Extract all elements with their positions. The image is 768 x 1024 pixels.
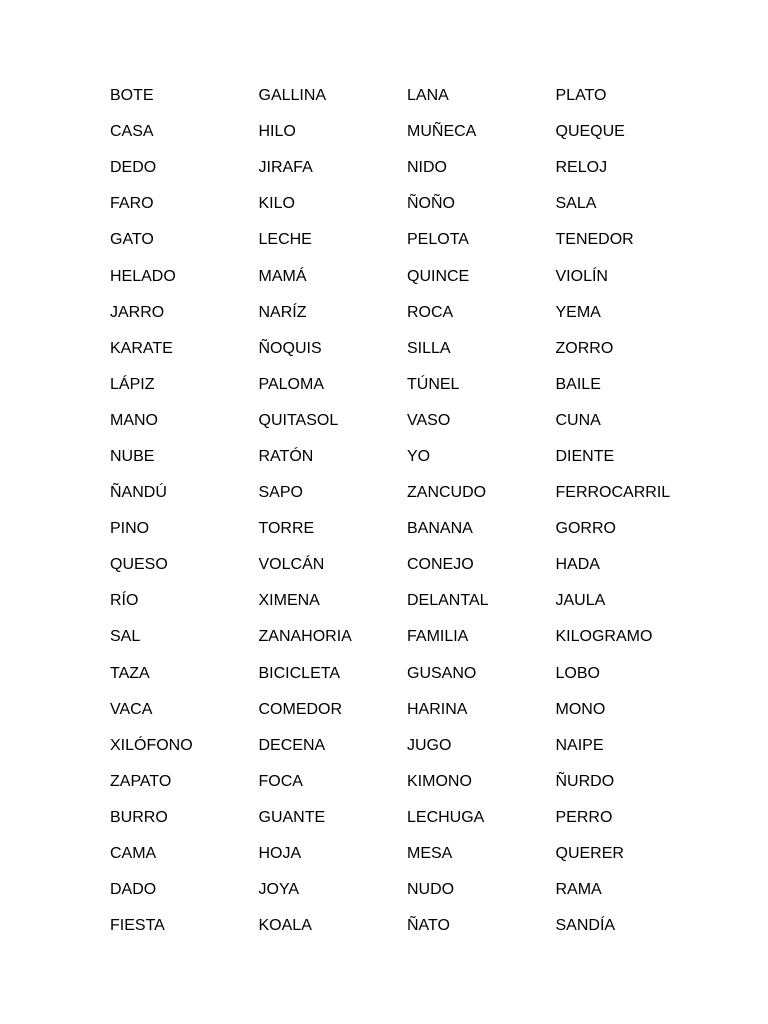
word-row	[110, 186, 704, 222]
word-cell: MESA	[407, 845, 453, 863]
word-row	[110, 150, 704, 186]
word-cell: HARINA	[407, 700, 468, 718]
word-cell: LANA	[407, 87, 449, 105]
word-cell: LECHUGA	[407, 808, 485, 826]
word-row	[110, 764, 704, 800]
word-cell: TORRE	[258, 520, 315, 538]
word-cell: SANDÍA	[555, 917, 616, 935]
word-cell: MANO	[110, 411, 158, 429]
word-cell: GALLINA	[258, 87, 327, 105]
word-cell: SALA	[555, 195, 597, 213]
word-cell: BICICLETA	[258, 664, 340, 682]
word-cell: VOLCÁN	[258, 556, 325, 574]
word-cell: GUSANO	[407, 664, 477, 682]
word-cell: KILO	[258, 195, 295, 213]
word-cell: DEDO	[110, 159, 157, 177]
word-row	[110, 836, 704, 872]
word-cell: ÑANDÚ	[110, 484, 167, 502]
word-cell: JIRAFA	[258, 159, 313, 177]
word-cell: BURRO	[110, 808, 168, 826]
word-row	[110, 656, 704, 692]
word-cell: VIOLÍN	[555, 267, 608, 285]
word-cell: CONEJO	[407, 556, 474, 574]
word-cell: LÁPIZ	[110, 375, 155, 393]
word-row	[110, 547, 704, 583]
word-cell: CASA	[110, 123, 154, 141]
word-cell: PALOMA	[258, 375, 324, 393]
word-row	[110, 222, 704, 258]
word-cell: TENEDOR	[555, 231, 634, 249]
word-cell: BOTE	[110, 87, 154, 105]
word-cell: LOBO	[555, 664, 600, 682]
word-cell: JUGO	[407, 736, 452, 754]
word-cell: HILO	[258, 123, 296, 141]
word-cell: KIMONO	[407, 772, 472, 790]
word-list-table	[110, 78, 704, 944]
word-row	[110, 331, 704, 367]
word-cell: BANANA	[407, 520, 473, 538]
word-cell: MUÑECA	[407, 123, 477, 141]
word-cell: PINO	[110, 520, 150, 538]
word-cell: DIENTE	[555, 447, 615, 465]
word-cell: XILÓFONO	[110, 736, 193, 754]
word-cell: PLATO	[555, 87, 607, 105]
word-cell: BAILE	[555, 375, 601, 393]
word-cell: QUEQUE	[555, 123, 625, 141]
word-cell: TAZA	[110, 664, 150, 682]
word-cell: YO	[407, 447, 431, 465]
word-cell: CUNA	[555, 411, 601, 429]
word-row	[110, 728, 704, 764]
word-cell: QUITASOL	[258, 411, 339, 429]
word-cell: GUANTE	[258, 808, 326, 826]
word-cell: XIMENA	[258, 592, 320, 610]
word-row	[110, 511, 704, 547]
word-row	[110, 800, 704, 836]
word-row	[110, 78, 704, 114]
word-cell: RATÓN	[258, 447, 314, 465]
word-cell: RÍO	[110, 592, 139, 610]
word-cell: NUBE	[110, 447, 155, 465]
word-cell: SAL	[110, 628, 141, 646]
word-cell: SILLA	[407, 339, 451, 357]
word-cell: DECENA	[258, 736, 326, 754]
word-cell: NUDO	[407, 881, 455, 899]
word-cell: VACA	[110, 700, 153, 718]
word-cell: JOYA	[258, 881, 300, 899]
word-row	[110, 619, 704, 655]
word-cell: SAPO	[258, 484, 303, 502]
word-cell: PELOTA	[407, 231, 469, 249]
word-cell: TÚNEL	[407, 375, 460, 393]
word-cell: GATO	[110, 231, 154, 249]
word-row	[110, 583, 704, 619]
word-cell: ZAPATO	[110, 772, 172, 790]
word-cell: JAULA	[555, 592, 606, 610]
word-row	[110, 692, 704, 728]
word-cell: JARRO	[110, 303, 165, 321]
word-row	[110, 367, 704, 403]
word-cell: FOCA	[258, 772, 303, 790]
word-cell: NAIPE	[555, 736, 604, 754]
word-cell: HADA	[555, 556, 600, 574]
word-cell: ÑOÑO	[407, 195, 455, 213]
word-cell: ZANCUDO	[407, 484, 487, 502]
word-cell: DADO	[110, 881, 157, 899]
word-cell: KILOGRAMO	[555, 628, 653, 646]
word-cell: ÑURDO	[555, 772, 615, 790]
word-row	[110, 908, 704, 944]
word-cell: MONO	[555, 700, 606, 718]
word-row	[110, 475, 704, 511]
word-cell: KARATE	[110, 339, 173, 357]
word-cell: ZANAHORIA	[258, 628, 352, 646]
word-cell: COMEDOR	[258, 700, 343, 718]
word-cell: ÑOQUIS	[258, 339, 322, 357]
word-cell: NIDO	[407, 159, 447, 177]
word-cell: GORRO	[555, 520, 616, 538]
word-cell: VASO	[407, 411, 451, 429]
word-cell: QUERER	[555, 845, 624, 863]
word-cell: MAMÁ	[258, 267, 307, 285]
word-row	[110, 403, 704, 439]
word-row	[110, 114, 704, 150]
word-cell: RELOJ	[555, 159, 608, 177]
word-row	[110, 258, 704, 294]
word-cell: FARO	[110, 195, 154, 213]
word-cell: QUINCE	[407, 267, 470, 285]
word-list-body	[110, 78, 704, 944]
word-cell: KOALA	[258, 917, 312, 935]
word-cell: ZORRO	[555, 339, 614, 357]
word-cell: ROCA	[407, 303, 454, 321]
word-cell: CAMA	[110, 845, 157, 863]
word-cell: FIESTA	[110, 917, 165, 935]
word-cell: YEMA	[555, 303, 601, 321]
word-cell: FERROCARRIL	[555, 484, 671, 502]
word-cell: HELADO	[110, 267, 176, 285]
word-cell: HOJA	[258, 845, 302, 863]
word-cell: QUESO	[110, 556, 168, 574]
word-cell: NARÍZ	[258, 303, 307, 321]
word-cell: PERRO	[555, 808, 613, 826]
word-row	[110, 295, 704, 331]
word-cell: ÑATO	[407, 917, 450, 935]
word-row	[110, 439, 704, 475]
word-cell: FAMILIA	[407, 628, 469, 646]
word-cell: DELANTAL	[407, 592, 489, 610]
word-cell: LECHE	[258, 231, 312, 249]
word-cell: RAMA	[555, 881, 602, 899]
word-row	[110, 872, 704, 908]
